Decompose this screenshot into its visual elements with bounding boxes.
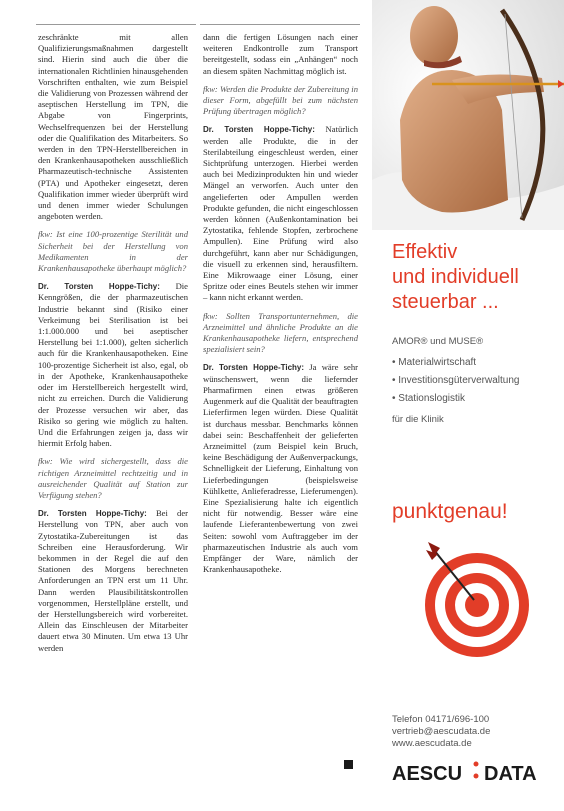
speaker-name: Dr. Torsten Hoppe-Tichy: bbox=[38, 282, 160, 292]
top-rule-left bbox=[36, 24, 196, 25]
ad-email[interactable]: vertrieb@aescudata.de bbox=[392, 726, 491, 737]
ad-clinic-text: für die Klinik bbox=[392, 414, 444, 425]
answer-text: Ja wäre sehr wünschenswert, wenn die liefernder Pharmafirmen einen etwas größeren Augenmerk auf die Qualität der beauftragten Lieferfirmen legen würden. Diese Qualität ist durchaus messbar. Benchmarks können dabei sein: Beschaffenheit der gelieferten Arzneimittel (zum Beispiel kein Bruch, keine Beschädigung der Außenverpackungs, Schnelligkeit der Lieferung, Einhaltung von Lieferbedingungen (beispielsweise Kühlkette, Anlieferadresse, Lieferumengen). Eine Spezialisierung halte ich eigentlich nicht für notwendig. Besser wäre eine laufende Lieferantenbewertung von zwei Seiten: sowohl vom Auftraggeber im der pharmazeutischen Industrie als auch vom Empfänger der Ware, nämlich der Krankenhausapotheke. bbox=[203, 362, 358, 575]
interview-answer bbox=[38, 508, 188, 654]
interview-question: fkw: Wie wird sichergestellt, dass die richtigen Arzneimittel rechtzeitig und in ausreichender Qualität auf Station zur Verfügung stehen? bbox=[38, 456, 188, 500]
ad-phone: Telefon 04171/696-100 bbox=[392, 714, 490, 725]
speaker-name: Dr. Torsten Hoppe-Tichy: bbox=[203, 363, 305, 373]
body-paragraph: dann die fertigen Lösungen nach einer weiteren Endkontrolle zum Transport bereitgestellt, sodass ein „Anhängen“ noch an diesem späten Nachmittag möglich ist. bbox=[203, 32, 358, 76]
ad-products: AMOR® und MUSE® bbox=[392, 336, 484, 347]
ad-feature-item: • Stationslogistik bbox=[392, 390, 519, 408]
interview-answer bbox=[203, 124, 358, 303]
ad-feature-list bbox=[392, 354, 519, 408]
ad-slogan: punktgenau! bbox=[392, 500, 508, 523]
speaker-name: Dr. Torsten Hoppe-Tichy: bbox=[38, 509, 147, 519]
advertisement bbox=[372, 0, 564, 811]
aescudata-logo bbox=[392, 756, 556, 786]
ad-website[interactable]: www.aescudata.de bbox=[392, 738, 472, 749]
interview-question: fkw: Ist eine 100-prozentige Sterilität und Sicherheit bei der Herstellung von Medikamenten in der Krankenhausapotheke überhaupt möglich? bbox=[38, 229, 188, 274]
answer-text: Die Kenngrößen, die der pharmazeutischen Industrie bekannt sind (Risiko einer Verkeimung bei Sterilisation ist bei 1:1.000.000 und bei aseptischer Herstellung bei 1:1.000), gelten sicherlich auch für die Krankenhausapotheken. Eine 100-prozentige Sicherheit ist also, egal, ob in der Apotheke, Krankenhausapotheke oder im Herstellbereich hergestellt wird, nicht zu erreichen. Durch die Validierung der Prozesse versuchen wir aber, das Risiko so gering wie möglich zu halten. Und die Erfahrungen zeigen ja, dass wir hiermit Erfolg haben. bbox=[38, 281, 188, 449]
logo-text-right: DATA bbox=[484, 763, 537, 785]
ad-contact bbox=[392, 714, 490, 750]
top-rule-right bbox=[200, 24, 360, 25]
ad-feature-item: • Materialwirtschaft bbox=[392, 354, 519, 372]
ad-feature-item: • Investitionsgüterverwaltung bbox=[392, 372, 519, 390]
answer-text: Bei der Herstellung von TPN, aber auch von Zytostatika-Zubereitungen ist das Schreiben eine Herausforderung. Wir bekommen in der Regel die auf den Stationen des Morgens berechneten Anforderungen an TPN erst um 11 Uhr. Dann werden Plausibilitätskontrollen vorgenommen, Herstellpläne erstellt, und der Herstellungsbereich wird vorbereitet. Allein das Einschleusen der Mitarbeiter dauert etwa 30 Minuten. Um etwa 13 Uhr werden bbox=[38, 508, 188, 653]
ad-headline-line: steuerbar ... bbox=[392, 291, 499, 313]
speaker-name: Dr. Torsten Hoppe-Tichy: bbox=[203, 125, 315, 135]
answer-text: Natürlich werden alle Produkte, die in der Sterilabteilung eingeschleust werden, einer Sichtprüfung unterzogen. Hierbei werden auch bei Medizinprodukten hin und wieder Mängel an verworfen. Auch unter den angelieferten oder Ampullen werden Produkte gefunden, die nicht eingeschlossen werden können (Außenkontamination bei Zytostatika, fehlende Stopfen, zerbrochene Ampullen). Eine Prüfung wird also durchgeführt, kann aber nur Schädigungen, die visuell zu erkennen sind, herausfiltern. Eine Mikrowaage einer Lösung, einer Spritze oder eines Beutels stehen wir immer – kann nicht erkannt werden. bbox=[203, 124, 358, 303]
body-paragraph: zeschränkte mit allen Qualifizierungsmaßnahmen dargestellt sind. Hierin sind auch die über die internationalen Richtlinien hinausgehenden Vorschriften enthalten, wie zum Beispiel die Validierung von Prozessen während der aseptischen Herstellung im TPN, die Abgabe von Fingerprints, Wechselfrequenzen bei der Herstellung oder die Qualifikation des Mitarbeiters. So werden in den TPN-Herstellbereichen in den Krankenhausapotheken ausschließlich Pharmazeutisch-technische Assistenten (PTA) und Apotheker eingesetzt, deren Qualifikation immer wieder überprüft wird und denen immer wieder Schulungen angeboten werden. bbox=[38, 32, 188, 222]
article-column-1 bbox=[38, 32, 188, 661]
article-column-2 bbox=[203, 32, 358, 582]
interview-answer bbox=[203, 362, 358, 575]
interview-question: fkw: Werden die Produkte der Zubereitung in dieser Form, abgefüllt bei zum nächsten Prüfung übertragen möglich? bbox=[203, 83, 358, 117]
ad-headline bbox=[392, 240, 519, 315]
ad-headline-line: und individuell bbox=[392, 266, 519, 288]
ad-headline-line: Effektiv bbox=[392, 241, 458, 263]
interview-answer bbox=[38, 281, 188, 449]
target-icon bbox=[412, 540, 542, 670]
archer-photo bbox=[372, 0, 564, 230]
logo-text-left: AESCU bbox=[392, 763, 463, 785]
interview-question: fkw: Sollten Transportunternehmen, die Arzneimittel und ähnliche Produkte an die Krankenhausapotheke liefern, entsprechend spezialisiert sein? bbox=[203, 310, 358, 355]
article-end-mark bbox=[344, 760, 353, 769]
